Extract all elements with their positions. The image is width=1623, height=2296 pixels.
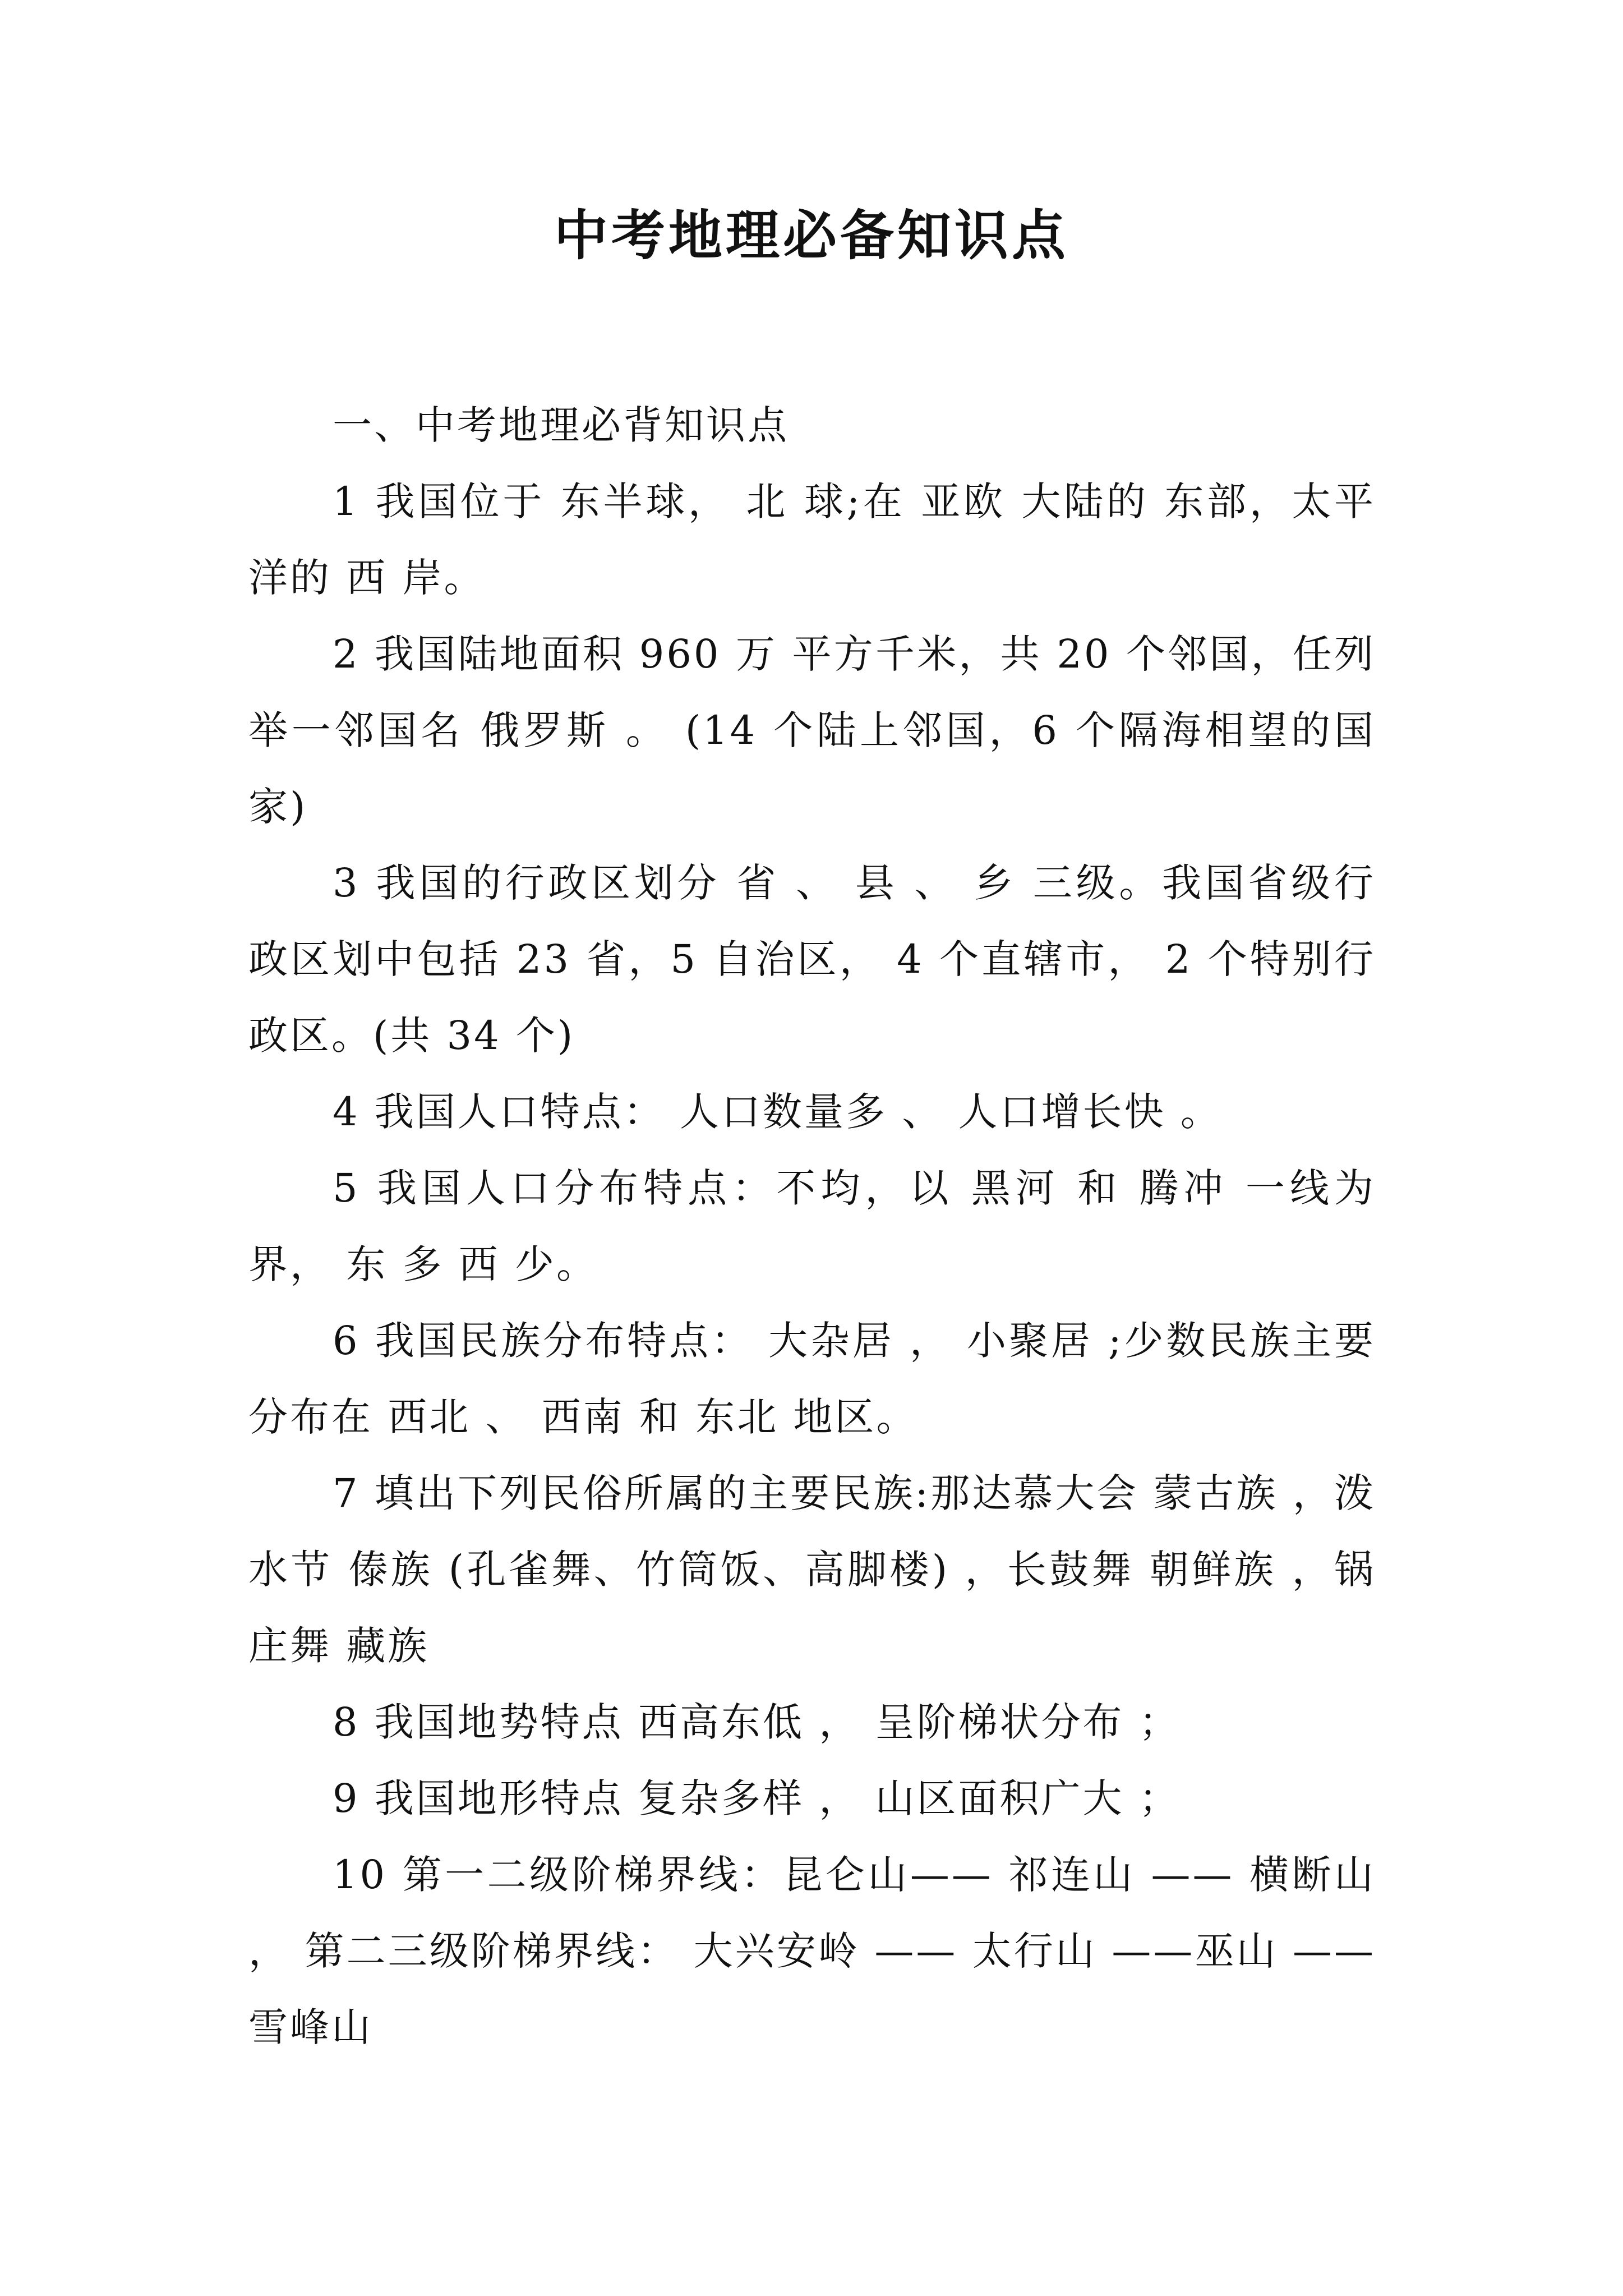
paragraph-5: 5 我国人口分布特点：不均，以 黑河 和 腾冲 一线为界， 东 多 西 少。 — [248, 1165, 1376, 1287]
paragraph-3: 3 我国的行政区划分 省 、 县 、 乡 三级。我国省级行政区划中包括 23 省，5 自治区， 4 个直辖市， 2 个特别行政区。(共 34 个) — [248, 860, 1376, 1059]
paragraph-8: 8 我国地势特点 西高东低 ， 呈阶梯状分布 ； — [333, 1699, 1181, 1745]
paragraph-7: 7 填出下列民俗所属的主要民族:那达慕大会 蒙古族 ，泼水节 傣族 (孔雀舞、竹筒饭、高脚楼) ，长鼓舞 朝鲜族 ，锅庄舞 藏族 — [248, 1470, 1376, 1669]
document-body — [248, 387, 1391, 2065]
section-heading: 一、中考地理必背知识点 — [333, 402, 789, 448]
document-title: 中考地理必备知识点 — [554, 204, 1069, 267]
paragraph-2: 2 我国陆地面积 960 万 平方千米，共 20 个邻国，任列举一邻国名 俄罗斯 。 (14 个陆上邻国，6 个隔海相望的国家) — [248, 631, 1376, 830]
paragraph-9: 9 我国地形特点 复杂多样 ， 山区面积广大 ； — [333, 1775, 1181, 1821]
paragraph-1: 1 我国位于 东半球， 北 球;在 亚欧 大陆的 东部，太平洋的 西 岸。 — [248, 478, 1376, 601]
paragraph-6: 6 我国民族分布特点： 大杂居 ， 小聚居 ;少数民族主要分布在 西北 、 西南 和 东北 地区。 — [248, 1318, 1376, 1440]
paragraph-10: 10 第一二级阶梯界线：昆仑山—— 祁连山 —— 横断山 ， 第二三级阶梯界线： 大兴安岭 —— 太行山 ——巫山 ——雪峰山 — [248, 1852, 1391, 2050]
paragraph-4: 4 我国人口特点： 人口数量多 、 人口增长快 。 — [333, 1089, 1222, 1135]
